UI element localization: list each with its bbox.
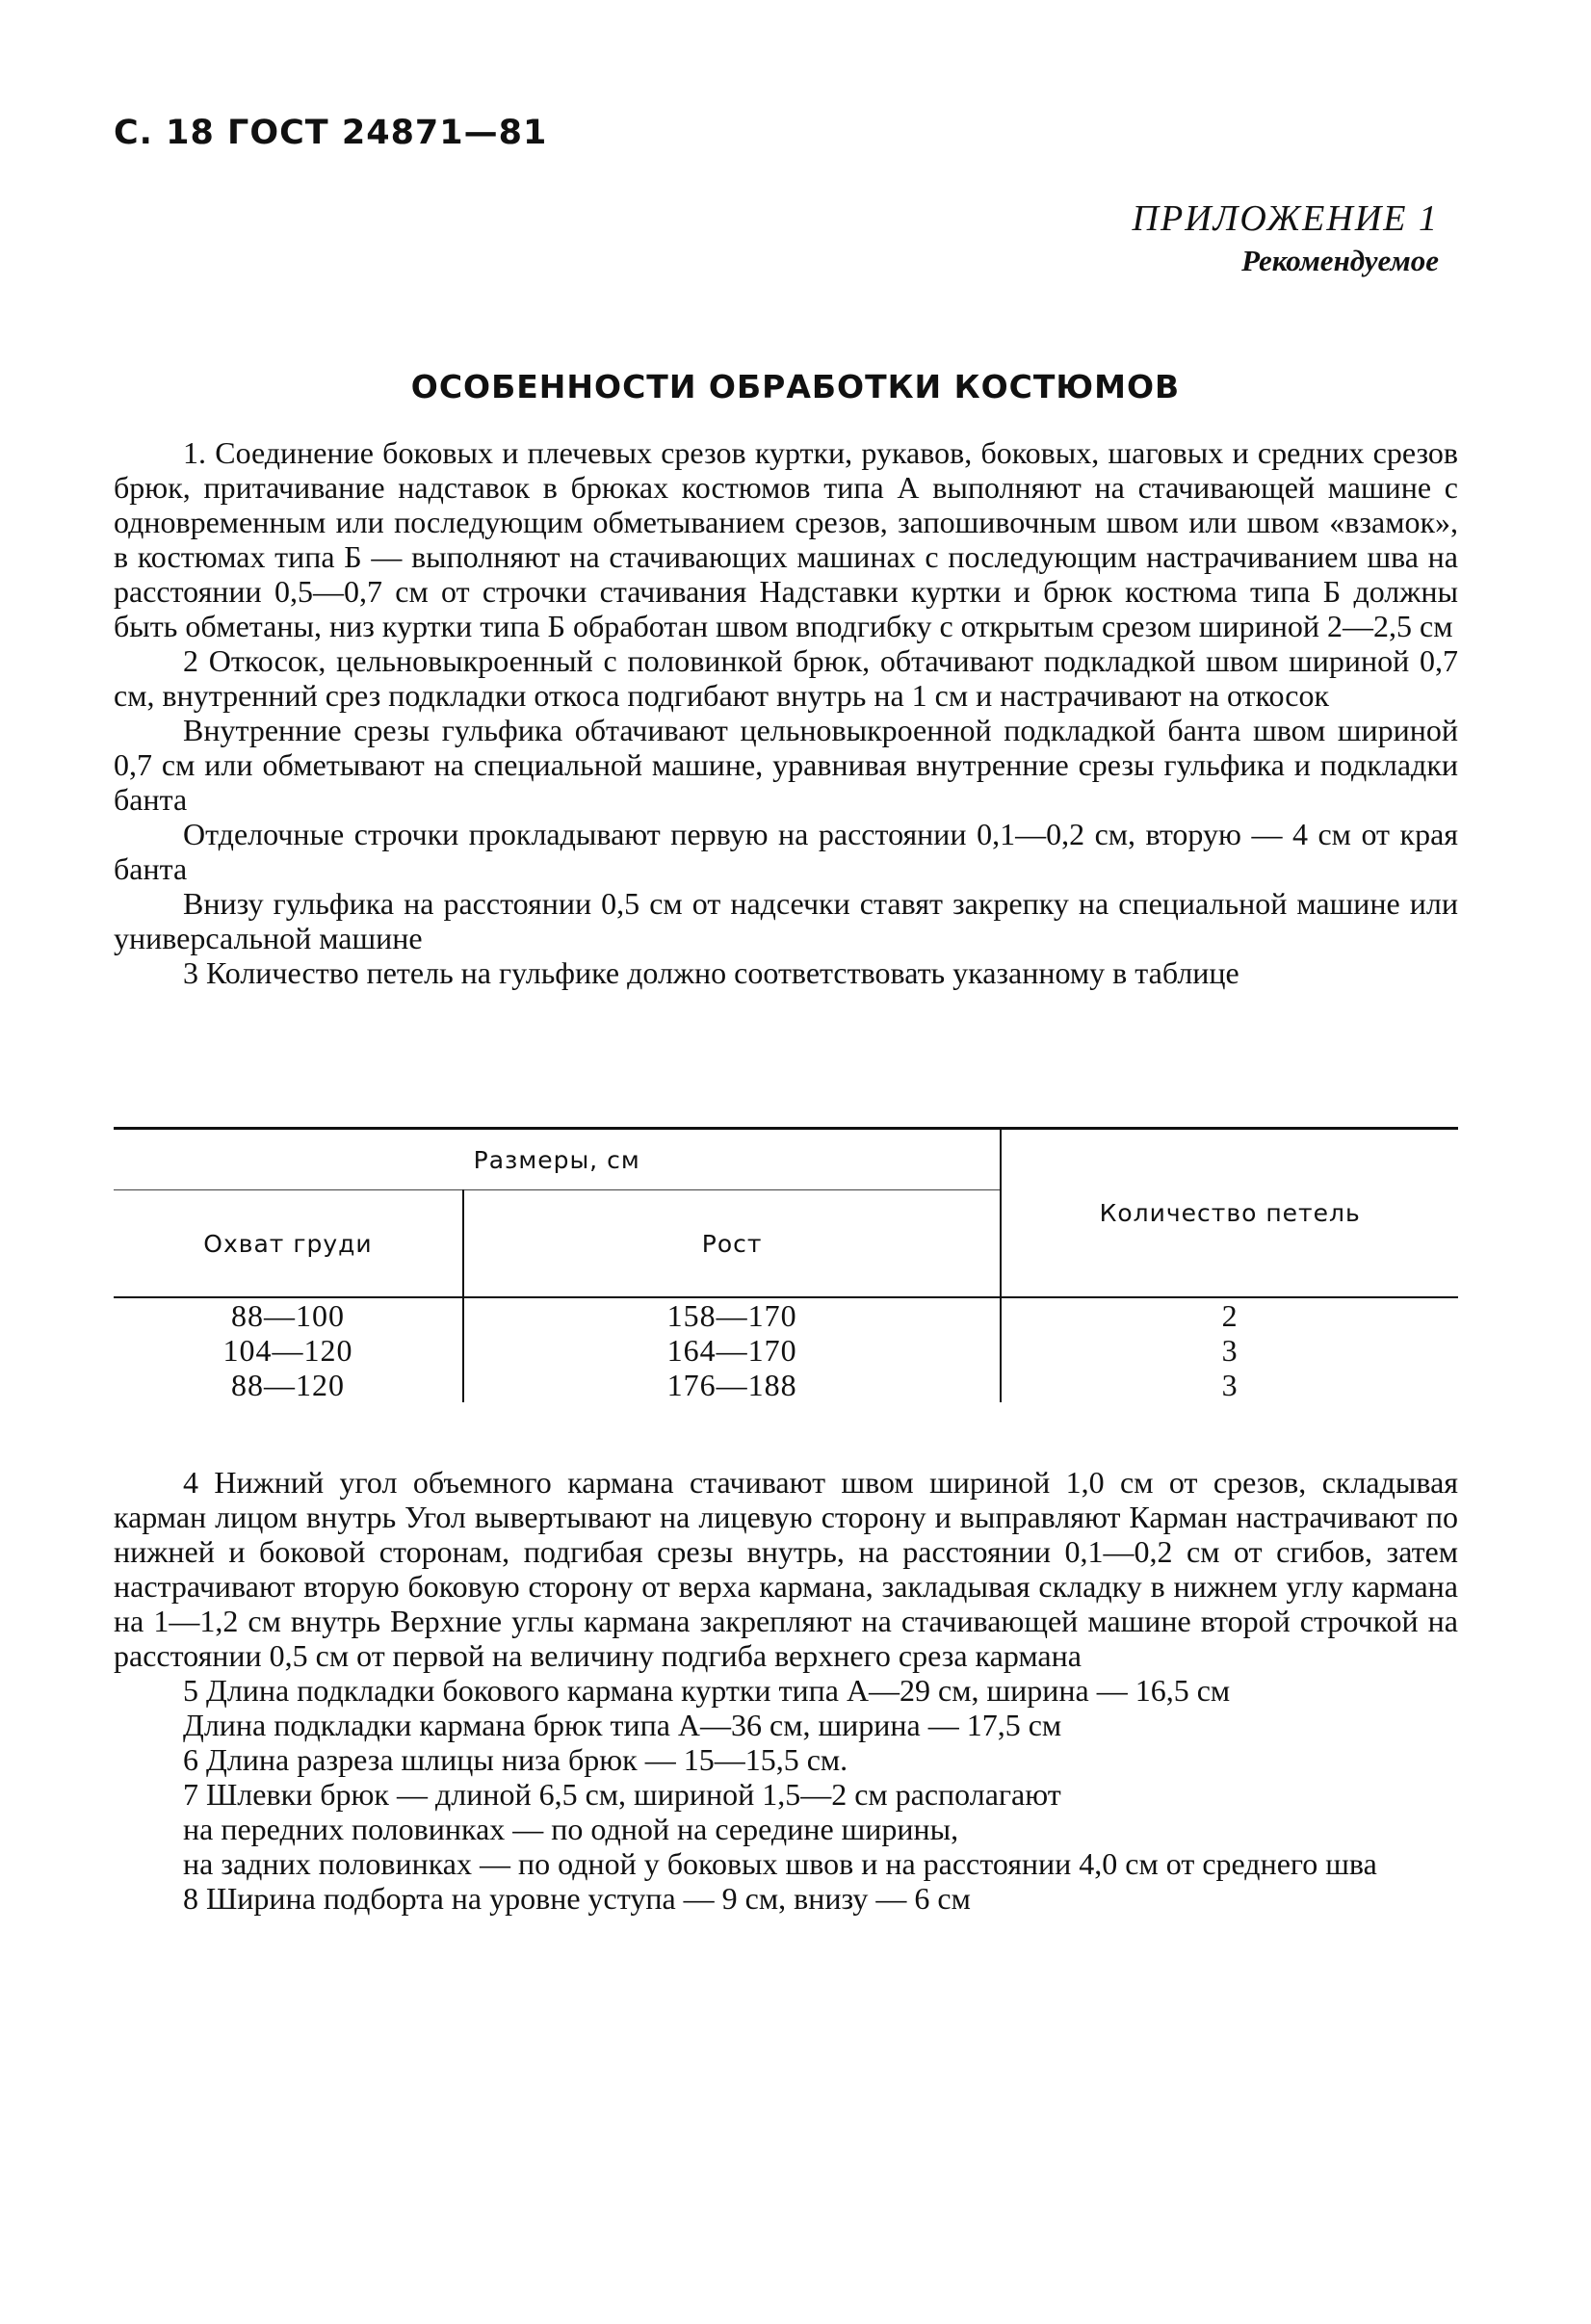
page-header: С. 18 ГОСТ 24871—81 xyxy=(114,114,548,152)
table-header-chest-girth: Охват груди xyxy=(114,1190,463,1298)
table-header-buttonhole-count: Количество петель xyxy=(1001,1129,1458,1298)
table-cell: 104—120 xyxy=(222,1333,353,1368)
paragraph: Длина подкладки кармана брюк типа А—36 см, ширина — 17,5 см xyxy=(183,1708,1062,1742)
appendix-label-block xyxy=(1133,197,1439,278)
table-group-header: Размеры, см xyxy=(114,1129,1001,1190)
table-cell: 88—120 xyxy=(230,1368,345,1402)
table-cell: 164—170 xyxy=(666,1333,797,1368)
paragraph: на задних половинках — по одной у боковых швов и на расстоянии 4,0 см от среднего шва xyxy=(183,1846,1377,1881)
paragraph: Отделочные строчки прокладывают первую на расстоянии 0,1—0,2 см, вторую — 4 см от края банта xyxy=(114,817,1458,886)
paragraph: 8 Ширина подборта на уровне уступа — 9 см, внизу — 6 см xyxy=(183,1881,971,1916)
appendix-status: Рекомендуемое xyxy=(1241,244,1439,277)
table-cell: 158—170 xyxy=(666,1298,797,1333)
table-cell: 2 xyxy=(1221,1298,1239,1333)
table-column-count xyxy=(1001,1297,1458,1402)
appendix-label: ПРИЛОЖЕНИЕ 1 xyxy=(1132,198,1439,239)
table-column-height xyxy=(463,1297,1001,1402)
paragraph: 1. Соединение боковых и плечевых срезов куртки, рукавов, боковых, шаговых и средних срезов брюк, притачивание надставок в брюках костюмов типа А выполняют на стачивающей машине с одновременным или последующим обметыванием срезов, запошивочным швом или швом «взамок», в костюмах типа Б — выполняют на стачивающих машинах с последующим настрачиванием шва на расстоянии 0,5—0,7 см от строчки стачивания Надставки куртки и брюк костюма типа Б должны быть обметаны, низ куртки типа Б обработан швом вподгибку с открытым срезом шириной 2—2,5 см xyxy=(114,435,1458,643)
text-block-after-table xyxy=(114,1465,1458,1916)
table-body xyxy=(114,1297,1458,1402)
table-cell: 176—188 xyxy=(666,1368,797,1402)
paragraph: 6 Длина разреза шлицы низа брюк — 15—15,5 см. xyxy=(183,1742,848,1777)
table-column-chest xyxy=(114,1297,463,1402)
paragraph: 4 Нижний угол объемного кармана стачивают швом шириной 1,0 см от срезов, складывая карман лицом внутрь Угол вывертывают на лицевую сторону и выправляют Карман настрачивают по нижней и боковой сторонам, подгибая срезы внутрь, на расстоянии 0,1—0,2 см от сгибов, затем настрачивают вторую боковую сторону от верха кармана, закладывая складку в нижнем углу кармана на 1—1,2 см внутрь Верхние углы кармана закрепляют на стачивающей машине второй строчкой на расстоянии 0,5 см от первой на величину подгиба верхнего среза кармана xyxy=(114,1465,1458,1673)
paragraph: 2 Откосок, цельновыкроенный с половинкой брюк, обтачивают подкладкой швом шириной 0,7 см, внутренний срез подкладки откоса подгибают внутрь на 1 см и настрачивают на откосок xyxy=(114,643,1458,713)
table-cell: 3 xyxy=(1221,1333,1239,1368)
table-cell: 88—100 xyxy=(230,1298,345,1333)
buttonholes-table xyxy=(114,1127,1458,1402)
table-header-height: Рост xyxy=(463,1190,1001,1298)
text-block-before-table xyxy=(114,435,1458,990)
section-title: ОСОБЕННОСТИ ОБРАБОТКИ КОСТЮМОВ xyxy=(410,368,1181,405)
paragraph: 5 Длина подкладки бокового кармана куртки типа А—29 см, ширина — 16,5 см xyxy=(183,1673,1231,1708)
paragraph: Внутренние срезы гульфика обтачивают цельновыкроенной подкладкой банта швом шириной 0,7 см или обметывают на специальной машине, уравнивая внутренние срезы гульфика и подкладки банта xyxy=(114,713,1458,817)
paragraph: Внизу гульфика на расстоянии 0,5 см от надсечки ставят закрепку на специальной машине или универсальной машине xyxy=(114,886,1458,955)
paragraph: 7 Шлевки брюк — длиной 6,5 см, шириной 1,5—2 см располагают xyxy=(183,1777,1061,1812)
paragraph: на передних половинках — по одной на середине ширины, xyxy=(183,1812,959,1846)
paragraph: 3 Количество петель на гульфике должно соответствовать указанному в таблице xyxy=(183,955,1239,990)
table-cell: 3 xyxy=(1221,1368,1239,1402)
